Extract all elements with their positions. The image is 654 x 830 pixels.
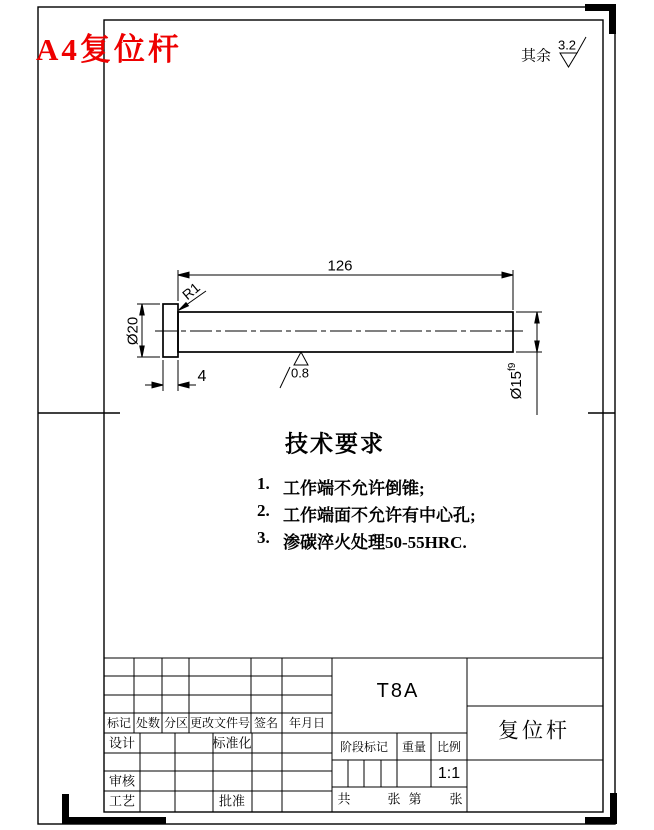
tb-header-count: 处数: [135, 716, 161, 730]
tb-part-name: 复位杆: [498, 718, 570, 743]
item-number: 2.: [257, 501, 270, 520]
tb-role-design: 设计: [108, 735, 136, 751]
dim-radius-label: R1: [178, 279, 204, 303]
dim-shaft-dia-value: Ø15: [508, 370, 525, 400]
tech-req-item-2: [257, 501, 476, 526]
tb-sheet-total: 共: [337, 791, 351, 807]
item-text: 渗碳淬火处理50-55HRC.: [283, 533, 467, 552]
tb-role-approve: 批准: [218, 793, 246, 809]
inner-frame: [104, 20, 603, 812]
item-text: 工作端面不允许有中心孔;: [283, 506, 476, 525]
tb-scale-label: 比例: [436, 740, 462, 754]
tb-stage-mark: 阶段标记: [339, 740, 389, 754]
rod-shaft-outline: [178, 312, 513, 352]
outer-border: [38, 7, 615, 824]
sheet-red-title: A4复位杆: [36, 32, 182, 67]
tech-req-title: 技术要求: [285, 431, 385, 457]
dim-4: [145, 360, 196, 391]
tb-sheet-ordinal: 第: [408, 791, 422, 807]
item-number: 3.: [257, 528, 270, 547]
item-text: 工作端不允许倒锥;: [283, 479, 425, 498]
tech-req-item-3: [257, 528, 467, 553]
tb-header-doc: 更改文件号: [189, 716, 251, 730]
tb-header-mark: 标记: [106, 716, 132, 730]
surface-note-prefix: 其余: [520, 48, 552, 65]
corner-mark-bottom-right: [585, 793, 617, 824]
dim-length-label: 126: [327, 257, 353, 275]
tb-role-check: 审核: [108, 773, 136, 789]
tb-material: T8A: [376, 680, 420, 702]
tb-header-date: 年月日: [288, 716, 326, 730]
tb-role-process: 工艺: [108, 793, 136, 809]
tb-header-zone: 分区: [163, 716, 189, 730]
dim-shaft-dia-label: [508, 363, 524, 400]
item-number: 1.: [257, 474, 270, 493]
tb-sheet-zhang1: 张: [387, 791, 401, 807]
tb-header-sign: 签名: [253, 716, 279, 730]
tb-scale-value: 1:1: [437, 765, 461, 782]
tb-sheet-zhang2: 张: [449, 791, 463, 807]
tb-weight: 重量: [401, 740, 427, 754]
tb-role-standardization: 标准化: [212, 735, 252, 751]
dim-126: [178, 270, 513, 310]
corner-mark-top-right: [585, 4, 616, 34]
dim-head-dia-label: Ø20: [124, 316, 142, 346]
dim-roughness-label: 0.8: [290, 365, 310, 381]
surface-note-value: 3.2: [557, 37, 577, 53]
tech-req-item-1: [257, 474, 425, 499]
dim-shaft-fit: f9: [507, 362, 518, 371]
dim-head-width-label: 4: [197, 368, 207, 385]
